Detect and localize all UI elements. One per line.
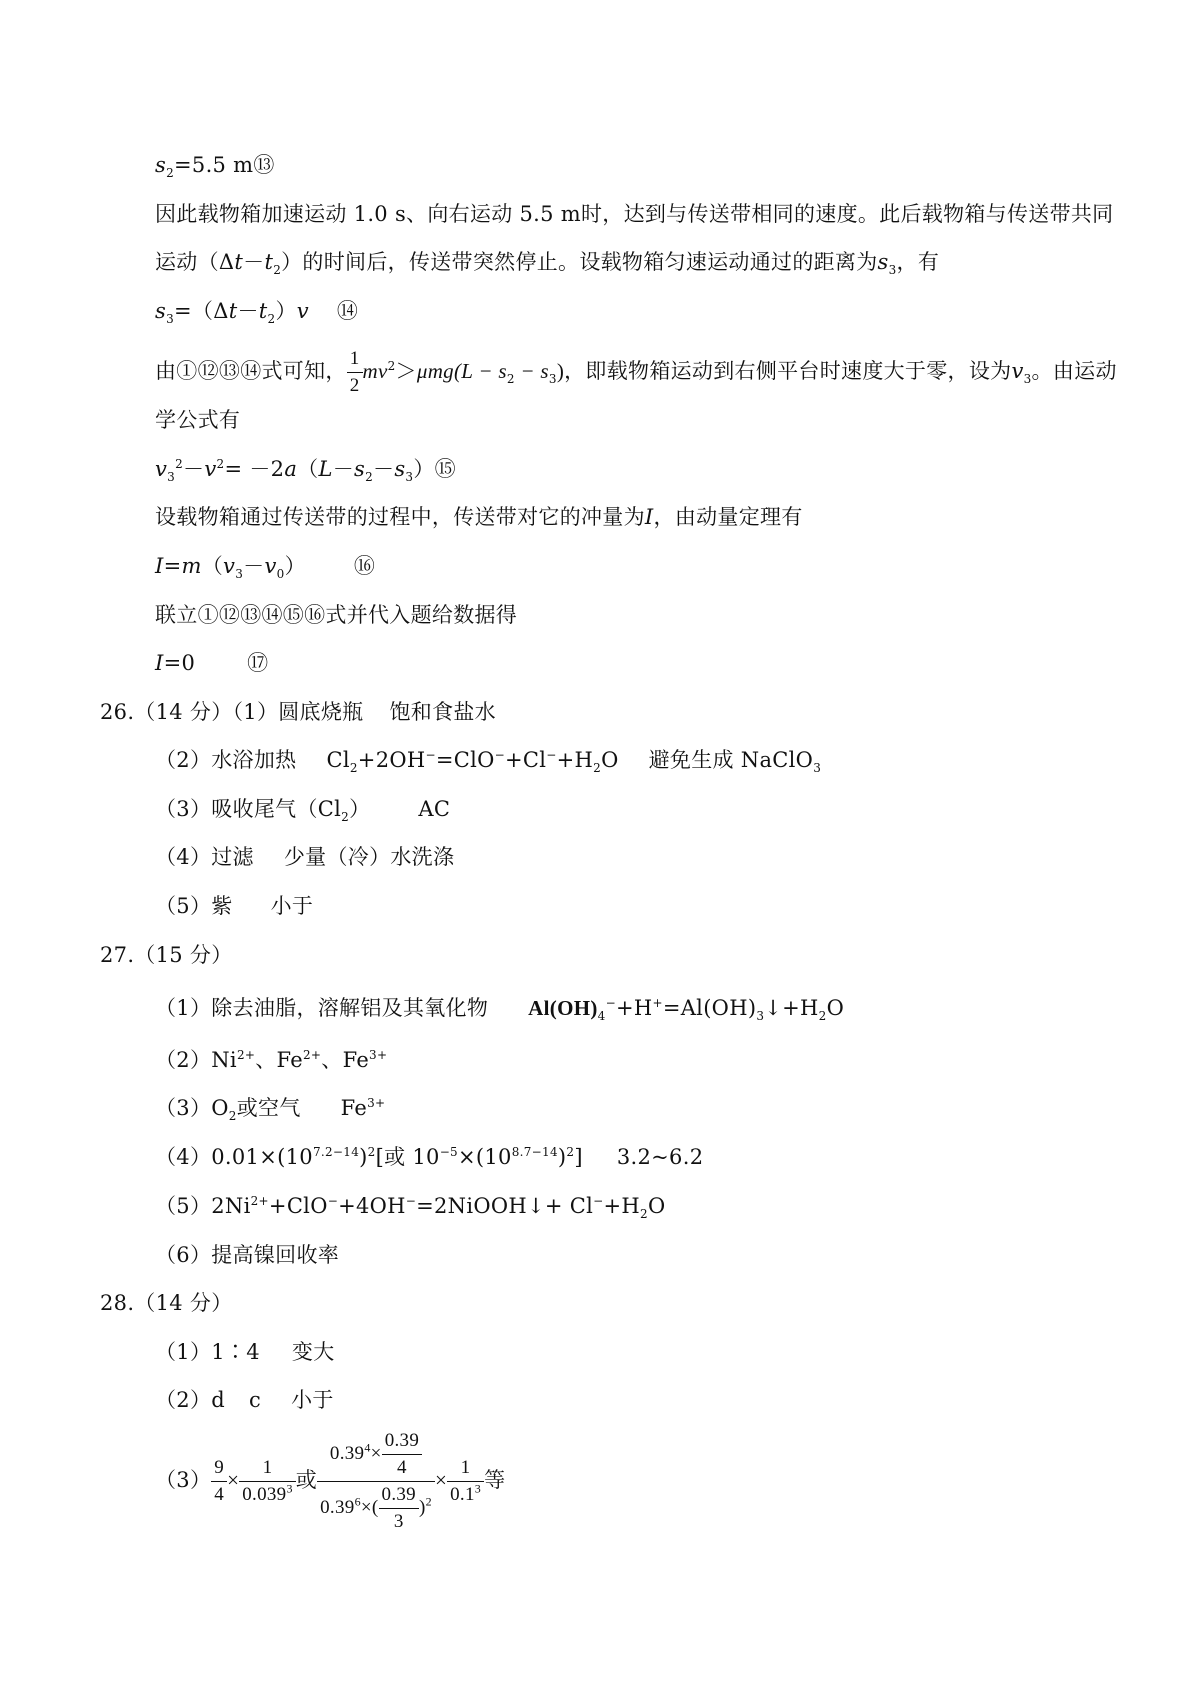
- sub: 2: [267, 312, 276, 327]
- sub: 2: [341, 810, 350, 825]
- sub: 3: [167, 470, 176, 485]
- eq-number: ⑯: [353, 554, 376, 578]
- numerator: 1: [347, 346, 363, 373]
- sup: 2: [387, 359, 396, 373]
- sub: 3: [1023, 372, 1032, 387]
- text: 0.1: [450, 1484, 475, 1505]
- denominator: 3: [393, 1511, 404, 1532]
- text: （2）d: [155, 1388, 226, 1412]
- text: －: [243, 250, 265, 274]
- sup: 2: [216, 457, 225, 471]
- q28-heading: [100, 1288, 233, 1318]
- sup: −5: [439, 1145, 458, 1159]
- sup: −: [494, 748, 505, 762]
- text: +H: [556, 748, 594, 772]
- denominator: 2: [349, 375, 360, 396]
- text: （2）Ni: [155, 1048, 237, 1072]
- text: +H: [603, 1194, 641, 1218]
- text: 小于: [270, 894, 314, 918]
- text: （4）过滤: [155, 845, 254, 869]
- text: 0.39: [320, 1496, 355, 1518]
- q28-part2: [155, 1385, 334, 1415]
- line-acceleration: [155, 199, 1113, 229]
- sub: 3: [888, 263, 897, 278]
- text: （2）水浴加热: [155, 748, 297, 772]
- text: ）⑮: [413, 457, 456, 481]
- text: ）: [349, 797, 371, 821]
- line-s3-eq: [155, 296, 358, 326]
- text: O: [601, 748, 619, 772]
- text: 因此载物箱加速运动 1.0 s、向右运动 5.5 m时，达到与传送带相同的速度。此后载物箱与传送带共同: [155, 202, 1114, 226]
- q27-part1: [155, 993, 844, 1023]
- text: +2OH: [357, 748, 426, 772]
- line-s2: [155, 150, 275, 180]
- eq-number: ⑰: [247, 651, 269, 675]
- q26-part3: [155, 794, 450, 824]
- numerator: 9: [211, 1455, 227, 1482]
- sup: 6: [354, 1494, 361, 1509]
- sup: 2: [425, 1494, 432, 1509]
- sub: 2: [593, 761, 602, 776]
- sup: −: [593, 1194, 604, 1208]
- sup: 2+: [250, 1194, 269, 1208]
- var-v3: v: [155, 457, 168, 481]
- text: ×: [370, 1442, 382, 1464]
- text: －: [332, 457, 355, 481]
- text: ）的时间后，传送带突然停止。设载物箱匀速运动通过的距离为: [281, 250, 878, 274]
- text: =Al(OH): [662, 996, 757, 1020]
- text: ): [418, 1496, 426, 1518]
- text: 0.039: [242, 1484, 287, 1505]
- fraction-039-3: [379, 1482, 419, 1535]
- var-v3: v: [223, 554, 236, 578]
- text: O: [826, 996, 845, 1020]
- text: （6）提高镍回收率: [155, 1243, 340, 1267]
- text: －: [183, 457, 205, 481]
- sup: 3+: [369, 1048, 388, 1062]
- sub: 3: [235, 567, 244, 582]
- line-combine: [155, 600, 517, 630]
- q27-part6: [155, 1240, 339, 1270]
- text: c: [249, 1388, 262, 1412]
- sub: 3: [756, 1009, 765, 1024]
- var-t2: t: [258, 299, 268, 323]
- text: －: [243, 554, 265, 578]
- text: （3）: [155, 1468, 212, 1492]
- var-v: v: [296, 299, 309, 323]
- sub: 2: [506, 372, 515, 387]
- sup: +: [652, 996, 663, 1010]
- text: 联立①⑫⑬⑭⑮⑯式并代入题给数据得: [155, 603, 518, 627]
- numerator: [317, 1428, 435, 1482]
- text: （5）紫: [155, 894, 233, 918]
- text: +Cl: [505, 748, 547, 772]
- text: （: [201, 554, 224, 578]
- text: （4）0.01×(10: [155, 1145, 313, 1169]
- text: ]: [574, 1145, 583, 1169]
- text: ，即载物箱运动到右侧平台时速度大于零，设为: [564, 359, 1012, 383]
- var-v: v: [1011, 359, 1024, 383]
- text: 饱和食盐水: [389, 700, 496, 724]
- text: ，由动量定理有: [653, 505, 803, 529]
- numerator: 0.39: [379, 1482, 419, 1509]
- text: 等: [484, 1468, 506, 1492]
- var-m: m: [181, 554, 202, 578]
- text: 运动（Δ: [155, 250, 235, 274]
- denominator: [447, 1482, 484, 1508]
- line-impulse-eq: [155, 551, 375, 581]
- fraction-half: [347, 346, 363, 399]
- sup: −: [605, 996, 616, 1010]
- sup: 2+: [236, 1048, 256, 1062]
- sub: 3: [405, 470, 414, 485]
- q27-part3: [155, 1093, 385, 1123]
- expr: μmg(L − s: [416, 359, 507, 383]
- text: ＞: [395, 359, 417, 383]
- sup: 2: [175, 457, 184, 471]
- numerator: 1: [447, 1455, 484, 1482]
- text: Cl: [326, 748, 350, 772]
- expr: − s: [514, 359, 549, 383]
- text: 3.2~6.2: [616, 1145, 704, 1169]
- text: ）: [284, 554, 306, 578]
- text: ，有: [896, 250, 940, 274]
- sub: 3: [166, 312, 175, 327]
- sup: 2: [367, 1145, 376, 1159]
- fraction-9-4: [211, 1455, 227, 1508]
- sup: −: [405, 1194, 417, 1208]
- var-t: t: [228, 299, 238, 323]
- numerator: 0.39: [382, 1428, 422, 1455]
- q26-heading: [100, 697, 496, 727]
- text: （3）吸收尾气（Cl: [155, 797, 342, 821]
- text: ): [359, 1145, 368, 1169]
- text: （3）O: [155, 1096, 229, 1120]
- var-t: t: [234, 250, 244, 274]
- q28-part1: [155, 1337, 335, 1367]
- q26-part2: [155, 745, 821, 775]
- sub: 4: [597, 1009, 606, 1024]
- text: =: [163, 554, 182, 578]
- sup: 2: [566, 1145, 575, 1159]
- sub: 2: [273, 263, 282, 278]
- var-s3: s: [877, 250, 889, 274]
- var-I: I: [644, 505, 654, 529]
- sub: 2: [365, 470, 374, 485]
- sup: 8.7−14: [511, 1145, 558, 1159]
- fraction-1-over-0039: [239, 1455, 296, 1508]
- sub: 2: [349, 761, 358, 776]
- text: =5.5 m⑬: [174, 153, 275, 177]
- line-kinematics: [155, 405, 240, 435]
- text: 避免生成 NaClO: [648, 748, 814, 772]
- text: [或 10: [375, 1145, 440, 1169]
- var-v: v: [204, 457, 217, 481]
- text: =（Δ: [174, 299, 229, 323]
- text: 学公式有: [155, 408, 241, 432]
- sup: 4: [364, 1440, 371, 1455]
- text: 26.（14 分）（1）圆底烧瓶: [100, 700, 364, 724]
- denominator: [239, 1482, 296, 1508]
- text: 28.（14 分）: [100, 1291, 233, 1315]
- q27-heading: [100, 940, 233, 970]
- text: ): [557, 1145, 567, 1169]
- denominator: 4: [214, 1484, 225, 1505]
- sup: −: [425, 748, 436, 762]
- var-s2: s: [354, 457, 366, 481]
- text: 27.（15 分）: [100, 943, 233, 967]
- text: 或空气: [236, 1096, 301, 1120]
- sub: 2: [640, 1207, 648, 1222]
- text: ↓+H: [764, 996, 819, 1020]
- text: 少量（冷）水洗涤: [283, 845, 455, 869]
- fraction-big: [317, 1428, 435, 1535]
- text: 0.39: [329, 1442, 365, 1464]
- fraction-1-over-01: [447, 1455, 484, 1508]
- sup: 3: [474, 1481, 482, 1496]
- text: =2NiOOH↓+ Cl: [416, 1194, 594, 1218]
- q27-part5: [155, 1191, 666, 1221]
- var-v0: v: [264, 554, 277, 578]
- text: 、Fe: [255, 1048, 303, 1072]
- var-t2: t: [264, 250, 274, 274]
- text: 变大: [291, 1340, 335, 1364]
- var-I: I: [155, 651, 164, 675]
- text: = －2: [224, 457, 285, 481]
- sup: 3+: [367, 1096, 386, 1110]
- text: （: [297, 457, 319, 481]
- expr: mv: [362, 359, 388, 383]
- text: 。由运动: [1031, 359, 1117, 383]
- q27-part4: [155, 1142, 703, 1172]
- text: O: [647, 1194, 666, 1218]
- denominator: 4: [397, 1457, 407, 1478]
- sub: 2: [818, 1009, 827, 1024]
- formula: Al(OH): [528, 996, 598, 1020]
- numerator: 1: [239, 1455, 296, 1482]
- sub: 3: [813, 761, 822, 776]
- text: ×(10: [457, 1145, 512, 1169]
- text: +H: [615, 996, 653, 1020]
- text: （5）2Ni: [155, 1194, 251, 1218]
- text: 由①⑫⑬⑭式可知，: [155, 359, 347, 383]
- var-a: a: [284, 457, 298, 481]
- line-v3-eq: [155, 454, 456, 484]
- text: AC: [418, 797, 451, 821]
- line-energy-inequality: [155, 346, 1117, 399]
- text: －: [373, 457, 395, 481]
- q27-part2: [155, 1045, 387, 1075]
- sup: 2+: [303, 1048, 322, 1062]
- line-impulse: [155, 502, 803, 532]
- q26-part4: [155, 842, 454, 872]
- text: （1）1∶4: [155, 1340, 260, 1364]
- text: 小于: [291, 1388, 334, 1412]
- text: －: [237, 299, 259, 323]
- sub: 3: [548, 372, 557, 387]
- line-uniform-motion: [155, 247, 939, 277]
- sup: −: [327, 1194, 339, 1208]
- sup: 7.2−14: [312, 1145, 360, 1159]
- text: （1）除去油脂，溶解铝及其氧化物: [155, 996, 489, 1020]
- text: =0: [163, 651, 196, 675]
- text: ×: [434, 1468, 448, 1492]
- sub: 2: [166, 166, 175, 181]
- text: 、Fe: [321, 1048, 370, 1072]
- text: ×: [227, 1468, 240, 1492]
- sub: 2: [228, 1109, 237, 1124]
- line-result: [155, 648, 268, 678]
- q26-part5: [155, 891, 313, 921]
- denominator: [317, 1482, 435, 1535]
- q28-part3: [155, 1428, 506, 1532]
- var-s: s: [155, 153, 167, 177]
- text: 设载物箱通过传送带的过程中，传送带对它的冲量为: [155, 505, 645, 529]
- sup: −: [546, 748, 557, 762]
- sub: 0: [276, 567, 285, 582]
- text: =ClO: [435, 748, 495, 772]
- var-s: s: [155, 299, 167, 323]
- var-L: L: [318, 457, 333, 481]
- fraction-039-4: [382, 1428, 422, 1481]
- eq-number: ⑭: [336, 299, 359, 323]
- text: ）: [275, 299, 297, 323]
- text: Fe: [340, 1096, 368, 1120]
- sup: 3: [286, 1481, 293, 1496]
- text: +4OH: [338, 1194, 406, 1218]
- var-s3: s: [394, 457, 406, 481]
- text: ×(: [360, 1496, 379, 1518]
- text: 或: [295, 1468, 318, 1492]
- var-I: I: [155, 554, 164, 578]
- expr: ): [556, 359, 565, 383]
- text: +ClO: [268, 1194, 328, 1218]
